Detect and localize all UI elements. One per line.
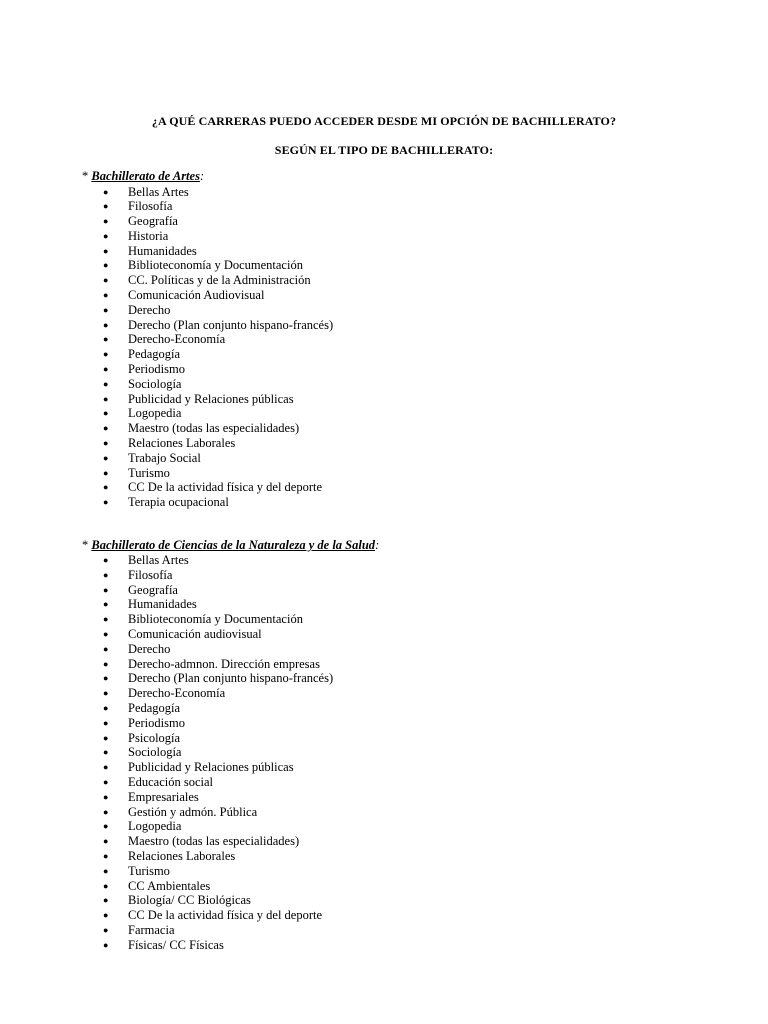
list-item-text: Físicas/ CC Físicas [128,937,224,952]
list-item-text: Empresariales [128,789,199,804]
list-item-text: Logopedia [128,819,182,834]
list-item-text: Bellas Artes [128,184,189,199]
bullet-icon: ● [103,408,109,419]
list-item-text: Comunicación audiovisual [128,626,262,641]
bullet-icon: ● [103,658,109,669]
section-colon: : [199,169,205,183]
bullet-icon: ● [103,895,109,906]
list-item-text: Humanidades [128,597,197,612]
bullet-icon: ● [103,732,109,743]
bullet-icon: ● [103,186,109,197]
list-item-text: Maestro (todas las especialidades) [128,421,300,436]
section-name: Bachillerato de Ciencias de la Naturaleza y de la Salud [91,538,376,552]
bullet-icon: ● [103,628,109,639]
bullet-icon: ● [103,776,109,787]
section-heading-ciencias [82,538,379,553]
list-item-text: Periodismo [128,362,185,377]
bullet-icon: ● [103,762,109,773]
bullet-icon: ● [103,702,109,713]
bullet-icon: ● [103,821,109,832]
list-item-text: Terapia ocupacional [128,495,229,510]
bullet-icon: ● [103,806,109,817]
list-item-text: Publicidad y Relaciones públicas [128,760,294,775]
list-item-text: Turismo [128,465,170,480]
list-item-text: Relaciones Laborales [128,436,236,451]
section-name: Bachillerato de Artes [91,169,200,183]
bullet-icon: ● [103,230,109,241]
list-item-text: CC Ambientales [128,878,211,893]
list-item-text: Historia [128,228,169,243]
bullet-icon: ● [103,939,109,950]
list-item-text: CC De la actividad física y del deporte [128,908,323,923]
list-item-text: Gestión y admón. Pública [128,804,258,819]
document-title: ¿A QUÉ CARRERAS PUEDO ACCEDER DESDE MI OPCIÓN DE BACHILLERATO? [151,114,617,128]
list-item-text: Biología/ CC Biológicas [128,893,251,908]
bullet-icon: ● [103,319,109,330]
list-item-text: Relaciones Laborales [128,848,236,863]
bullet-icon: ● [103,334,109,345]
bullet-icon: ● [103,364,109,375]
list-item-text: Psicología [128,730,181,745]
list-item-text: Bellas Artes [128,553,189,567]
bullet-icon: ● [103,717,109,728]
bullet-icon: ● [103,423,109,434]
list-item-text: Publicidad y Relaciones públicas [128,391,294,406]
list-item-text: Comunicación Audiovisual [128,288,265,303]
section-heading-artes [82,169,204,184]
bullet-icon: ● [103,614,109,625]
list-item-text: Biblioteconomía y Documentación [128,258,303,273]
document-subtitle: SEGÚN EL TIPO DE BACHILLERATO: [274,143,494,157]
bullet-icon: ● [103,216,109,227]
list-item-text: Derecho-Economía [128,686,226,701]
bullet-icon: ● [103,378,109,389]
bullet-icon: ● [103,275,109,286]
list-item-text: Sociología [128,376,182,391]
bullet-icon: ● [103,482,109,493]
bullet-icon: ● [103,747,109,758]
list-item-text: Pedagogía [128,700,181,715]
list-item-text: Educación social [128,774,214,789]
list-item-text: Pedagogía [128,347,181,362]
bullet-icon: ● [103,836,109,847]
list-item-text: Sociología [128,745,182,760]
list-item-text: Geografía [128,582,178,597]
list-item-text: Trabajo Social [128,450,201,465]
bullet-icon: ● [103,555,109,565]
bullet-icon: ● [103,880,109,891]
list-item-text: Filosofía [128,567,173,582]
bullet-icon: ● [103,569,109,580]
bullet-icon: ● [103,599,109,610]
bullet-icon: ● [103,304,109,315]
bullet-icon: ● [103,245,109,256]
section-colon: : [375,538,380,552]
bullet-icon: ● [103,467,109,478]
bullet-icon: ● [103,349,109,360]
bullet-icon: ● [103,497,109,508]
list-item-text: CC De la actividad física y del deporte [128,480,323,495]
bullet-icon: ● [103,452,109,463]
bullet-icon: ● [103,865,109,876]
list-item-text: Derecho [128,641,171,656]
list-item-text: Geografía [128,214,178,229]
list-item-text: Turismo [128,863,170,878]
list-item-text: Derecho (Plan conjunto hispano-francés) [128,317,334,332]
list-item-text: Derecho-admnon. Dirección empresas [128,656,320,671]
list-item-text: Periodismo [128,715,185,730]
section-prefix: * [82,538,92,552]
bullet-icon: ● [103,924,109,935]
list-item-text: Farmacia [128,922,175,937]
list-item-text: Derecho [128,302,171,317]
list-item-text: Derecho-Economía [128,332,226,347]
bullet-icon: ● [103,393,109,404]
list-item-text: Derecho (Plan conjunto hispano-francés) [128,671,334,686]
bullet-icon: ● [103,260,109,271]
bullet-icon: ● [103,850,109,861]
bullet-icon: ● [103,290,109,301]
list-item-text: Logopedia [128,406,182,421]
bullet-icon: ● [103,643,109,654]
section-prefix: * [82,169,92,183]
bullet-icon: ● [103,438,109,449]
bullet-icon: ● [103,791,109,802]
bullet-icon: ● [103,910,109,921]
bullet-icon: ● [103,201,109,212]
bullet-icon: ● [103,688,109,699]
list-item-text: Humanidades [128,243,197,258]
list-item-text: Maestro (todas las especialidades) [128,834,300,849]
bullet-icon: ● [103,584,109,595]
list-item-text: Biblioteconomía y Documentación [128,612,303,627]
list-item-text: CC. Políticas y de la Administración [128,273,311,288]
bullet-icon: ● [103,673,109,684]
list-item-text: Filosofía [128,199,173,214]
